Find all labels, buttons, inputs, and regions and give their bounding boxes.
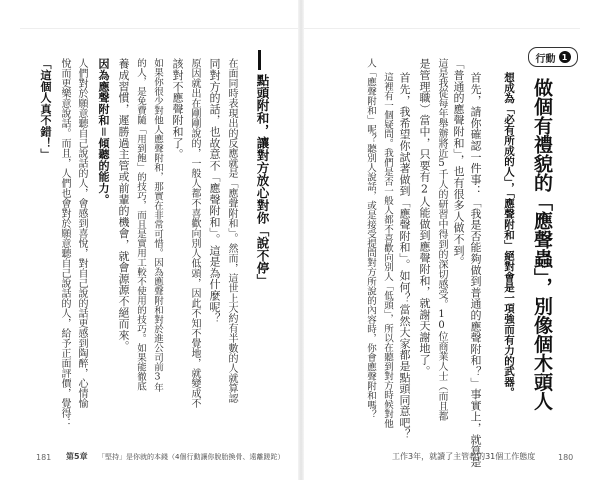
right-paragraph: 這是我從每年舉辦將近5千人的研習中得到的深切感受。10位商業人士（而且都 [436, 58, 447, 421]
left-paragraph: 原因就出在剛剛說的，一般人都不喜歡向別人低頭，因此不知不覺地，就變成不 [189, 58, 200, 408]
chapter-tag [528, 47, 578, 67]
left-paragraph: 的人，是免費隨「用到飽」的技巧，而且是實用工較不使用的技巧。如果能徹底 [135, 58, 146, 391]
right-paragraph: 首先，請你確認一件事：「我是否能夠做到普通的應聲附和？」事實上，就算是 [469, 72, 482, 468]
subheading-bar [258, 50, 261, 70]
footer-left-chapter: 第5章 [66, 452, 88, 461]
right-paragraph: 這裡有一個疑問。我們是否一般人都不喜歡向別人「低頭」，所以在聽到對方時候對他 [382, 72, 393, 429]
footer-left-page-number: 181 [36, 453, 52, 462]
left-paragraph: 如果你很少對他人應聲附和，那實在非常可惜。因為應聲附和對於進公司前3年 [152, 58, 163, 392]
left-paragraph-2: 悅而更樂意說話。而且，人們也會對於願意聽自己說話的人，給予正面評價，覺得： [59, 58, 70, 428]
quote-line: 「這個人真不錯！」 [39, 58, 52, 160]
left-paragraph-2: 人們對於願意聽自己說話的人，會感到喜悅，對自己說的話更感到陶醉，心情愉 [76, 58, 87, 408]
footer-right-running-title: 工作3年，就讀了主管教的31個工作態度 [392, 452, 536, 461]
lead-text: 想成為「必有所成的人」，「應聲附和」絕對會是一項強而有力的武器。 [503, 72, 515, 398]
footer-right-page-number: 180 [558, 453, 574, 462]
left-paragraph: 同對方的話，也故意不「應聲附和」。這是為什麼呢？ [208, 58, 221, 324]
book-gutter [298, 0, 304, 480]
left-paragraph: 養成習慣，遲勝過主管或前輩的機會，就會源源不絕而來。 [117, 58, 130, 352]
right-paragraph: 是管理職）當中，只要有2人能做到應聲附和，就謝天謝地了。 [418, 58, 431, 377]
page-title: 做個有禮貌的「應聲蟲」，別像個木頭人 [531, 78, 553, 411]
left-paragraph: 在面同時表現出的反應就是「應聲附和」。然而，這世上大約有半數的人就算認 [226, 58, 237, 403]
chapter-tag-label: 行動 [535, 53, 556, 65]
footer-left-running-title: 「堅持」是你就的本錢（4個行動讓你脫胎換骨、遠離蹉跎） [98, 453, 285, 461]
right-paragraph: 首先，我希望你試著做到「應聲附和」。如何？當然大家都是點頭同意吧？ [398, 72, 411, 440]
right-paragraph: 人「應聲附和」呢？聽別人說話，或是接受提問對方所說的內容時，你會應聲附和嗎？ [365, 58, 376, 419]
chapter-number-badge: 1 [559, 51, 571, 63]
right-paragraph: 「普通的應聲附和」，也有很多人做不到。 [452, 58, 465, 268]
subheading: 點頭附和，讓對方放心對你「說不停」 [255, 74, 270, 287]
box-heading: 因為應聲附和＝傾聽的能力。 [97, 58, 110, 205]
left-paragraph: 該對不應聲附和了。 [171, 58, 184, 160]
